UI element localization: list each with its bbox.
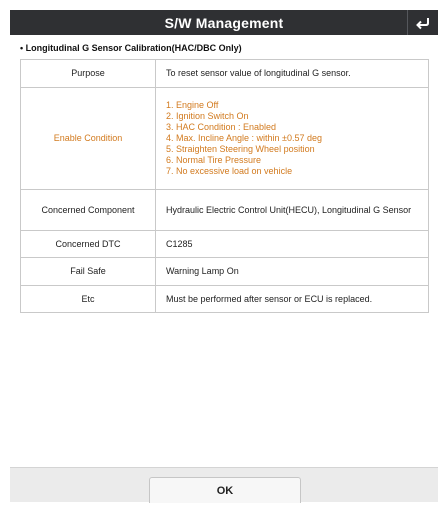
purpose-label: Purpose <box>21 60 156 88</box>
fail-safe-label: Fail Safe <box>21 258 156 286</box>
etc-value: Must be performed after sensor or ECU is replaced. <box>156 286 429 313</box>
ok-button[interactable]: OK <box>149 477 301 503</box>
condition-item: 5. Straighten Steering Wheel position <box>166 144 315 154</box>
info-table <box>20 59 429 313</box>
title-bar <box>10 10 438 35</box>
enable-condition-label: Enable Condition <box>21 88 156 190</box>
condition-item: 1. Engine Off <box>166 100 219 110</box>
back-button[interactable] <box>407 10 438 35</box>
dtc-value: C1285 <box>156 231 429 258</box>
condition-item: 2. Ignition Switch On <box>166 111 249 121</box>
condition-item: 6. Normal Tire Pressure <box>166 155 262 165</box>
return-arrow-icon <box>415 16 431 30</box>
fail-safe-value: Warning Lamp On <box>156 258 429 286</box>
component-label: Concerned Component <box>21 190 156 231</box>
table-row <box>21 258 429 286</box>
procedure-subtitle: • Longitudinal G Sensor Calibration(HAC/DBC Only) <box>20 43 242 53</box>
table-row <box>21 60 429 88</box>
table-row <box>21 286 429 313</box>
table-row <box>21 231 429 258</box>
condition-item: 3. HAC Condition : Enabled <box>166 122 277 132</box>
table-row <box>21 190 429 231</box>
dtc-label: Concerned DTC <box>21 231 156 258</box>
condition-item: 7. No excessive load on vehicle <box>166 166 293 176</box>
purpose-value: To reset sensor value of longitudinal G sensor. <box>156 60 429 88</box>
table-row <box>21 88 429 190</box>
window-title: S/W Management <box>164 14 284 31</box>
component-value: Hydraulic Electric Control Unit(HECU), Longitudinal G Sensor <box>156 190 429 231</box>
etc-label: Etc <box>21 286 156 313</box>
footer-bar <box>10 467 438 502</box>
enable-condition-list <box>156 88 429 190</box>
condition-item: 4. Max. Incline Angle : within ±0.57 deg <box>166 133 323 143</box>
